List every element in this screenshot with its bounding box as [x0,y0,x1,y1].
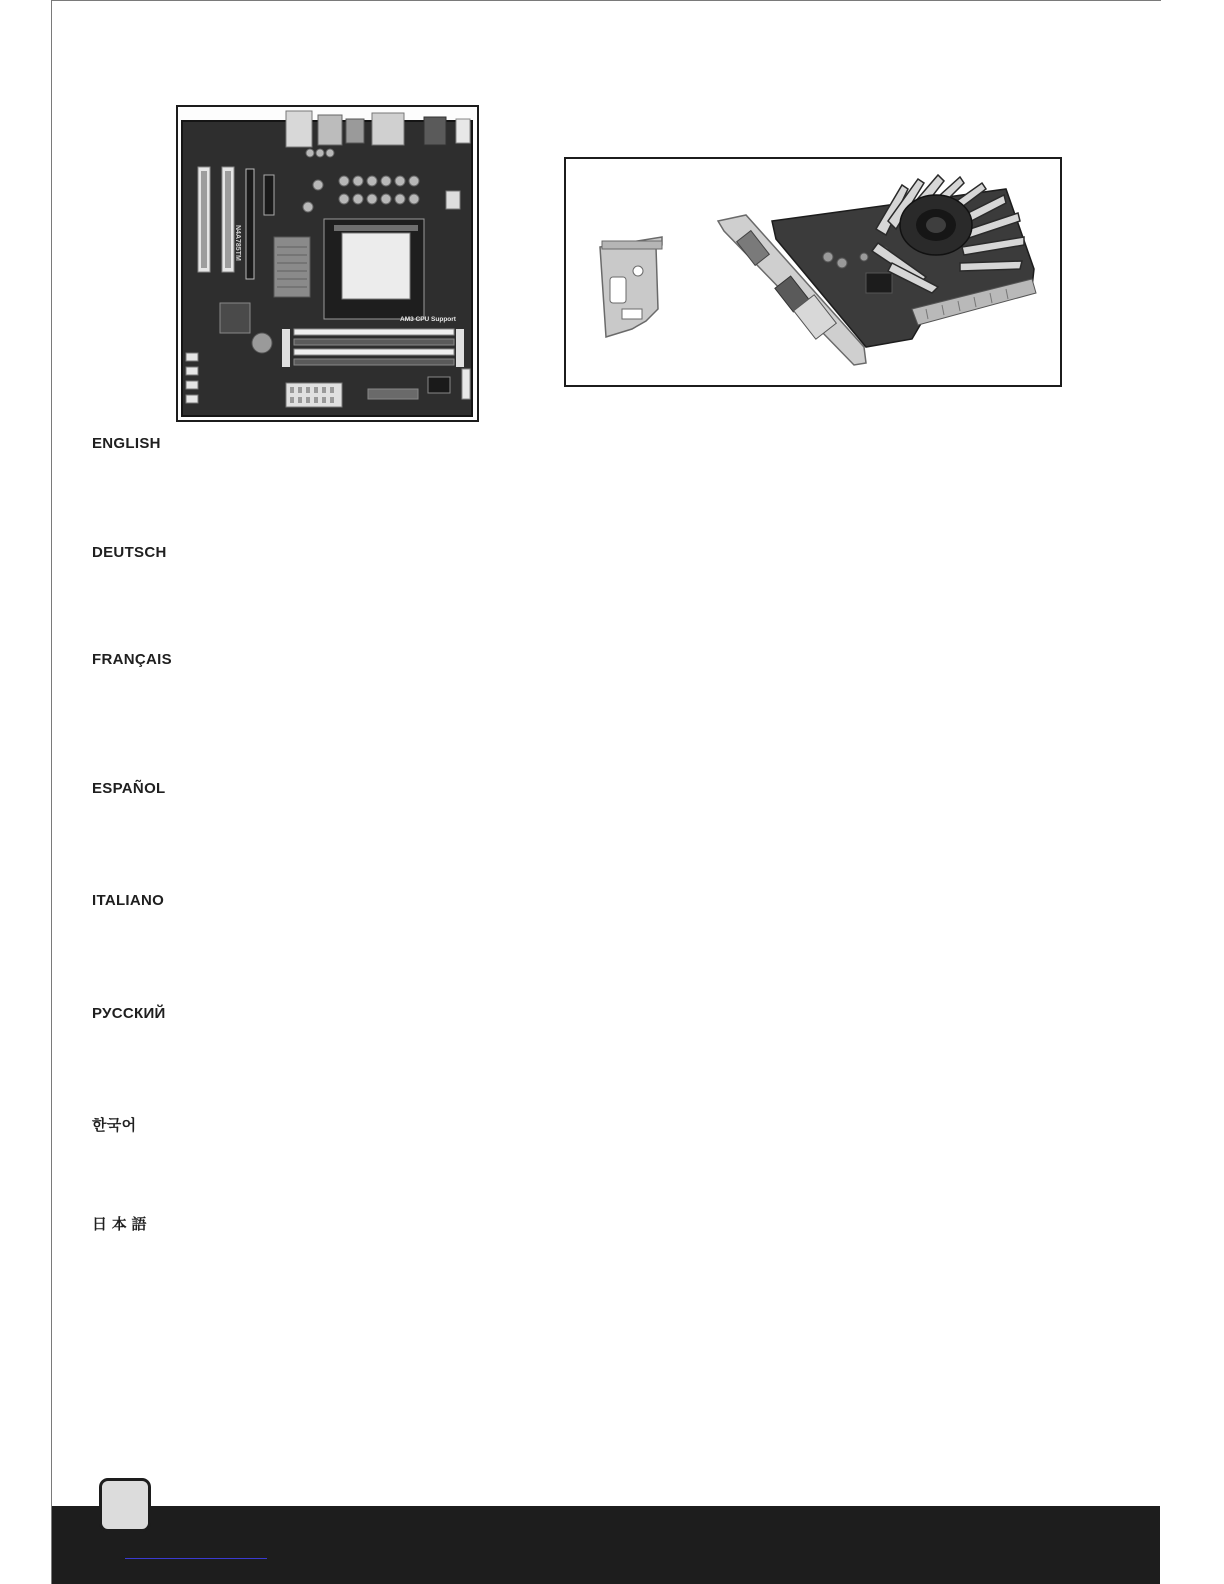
language-heading-espanol: ESPAÑOL [92,780,166,797]
footer-bar [52,1506,1160,1584]
language-heading-deutsch: DEUTSCH [92,544,167,561]
language-heading-korean: 한국어 [92,1117,137,1134]
language-heading-japanese: 日 本 語 [92,1216,147,1233]
language-heading-francais: FRANÇAIS [92,651,172,668]
socket-support-label: AM3 CPU Support [400,316,456,323]
motherboard-drawing [178,107,477,420]
language-heading-italiano: ITALIANO [92,892,165,909]
footer-link-underline[interactable] [125,1558,267,1559]
board-model-label: N4A785TM [234,225,241,261]
graphics-card-drawing [566,159,1060,385]
language-heading-english: ENGLISH [92,435,161,452]
low-profile-bracket [600,237,662,337]
page-left-rule [51,0,52,1584]
motherboard-image [176,105,479,422]
language-heading-russian: РУССКИЙ [92,1005,166,1022]
page-number-tab [99,1478,151,1532]
page-top-rule [51,0,1161,1]
graphics-card-image [564,157,1062,387]
